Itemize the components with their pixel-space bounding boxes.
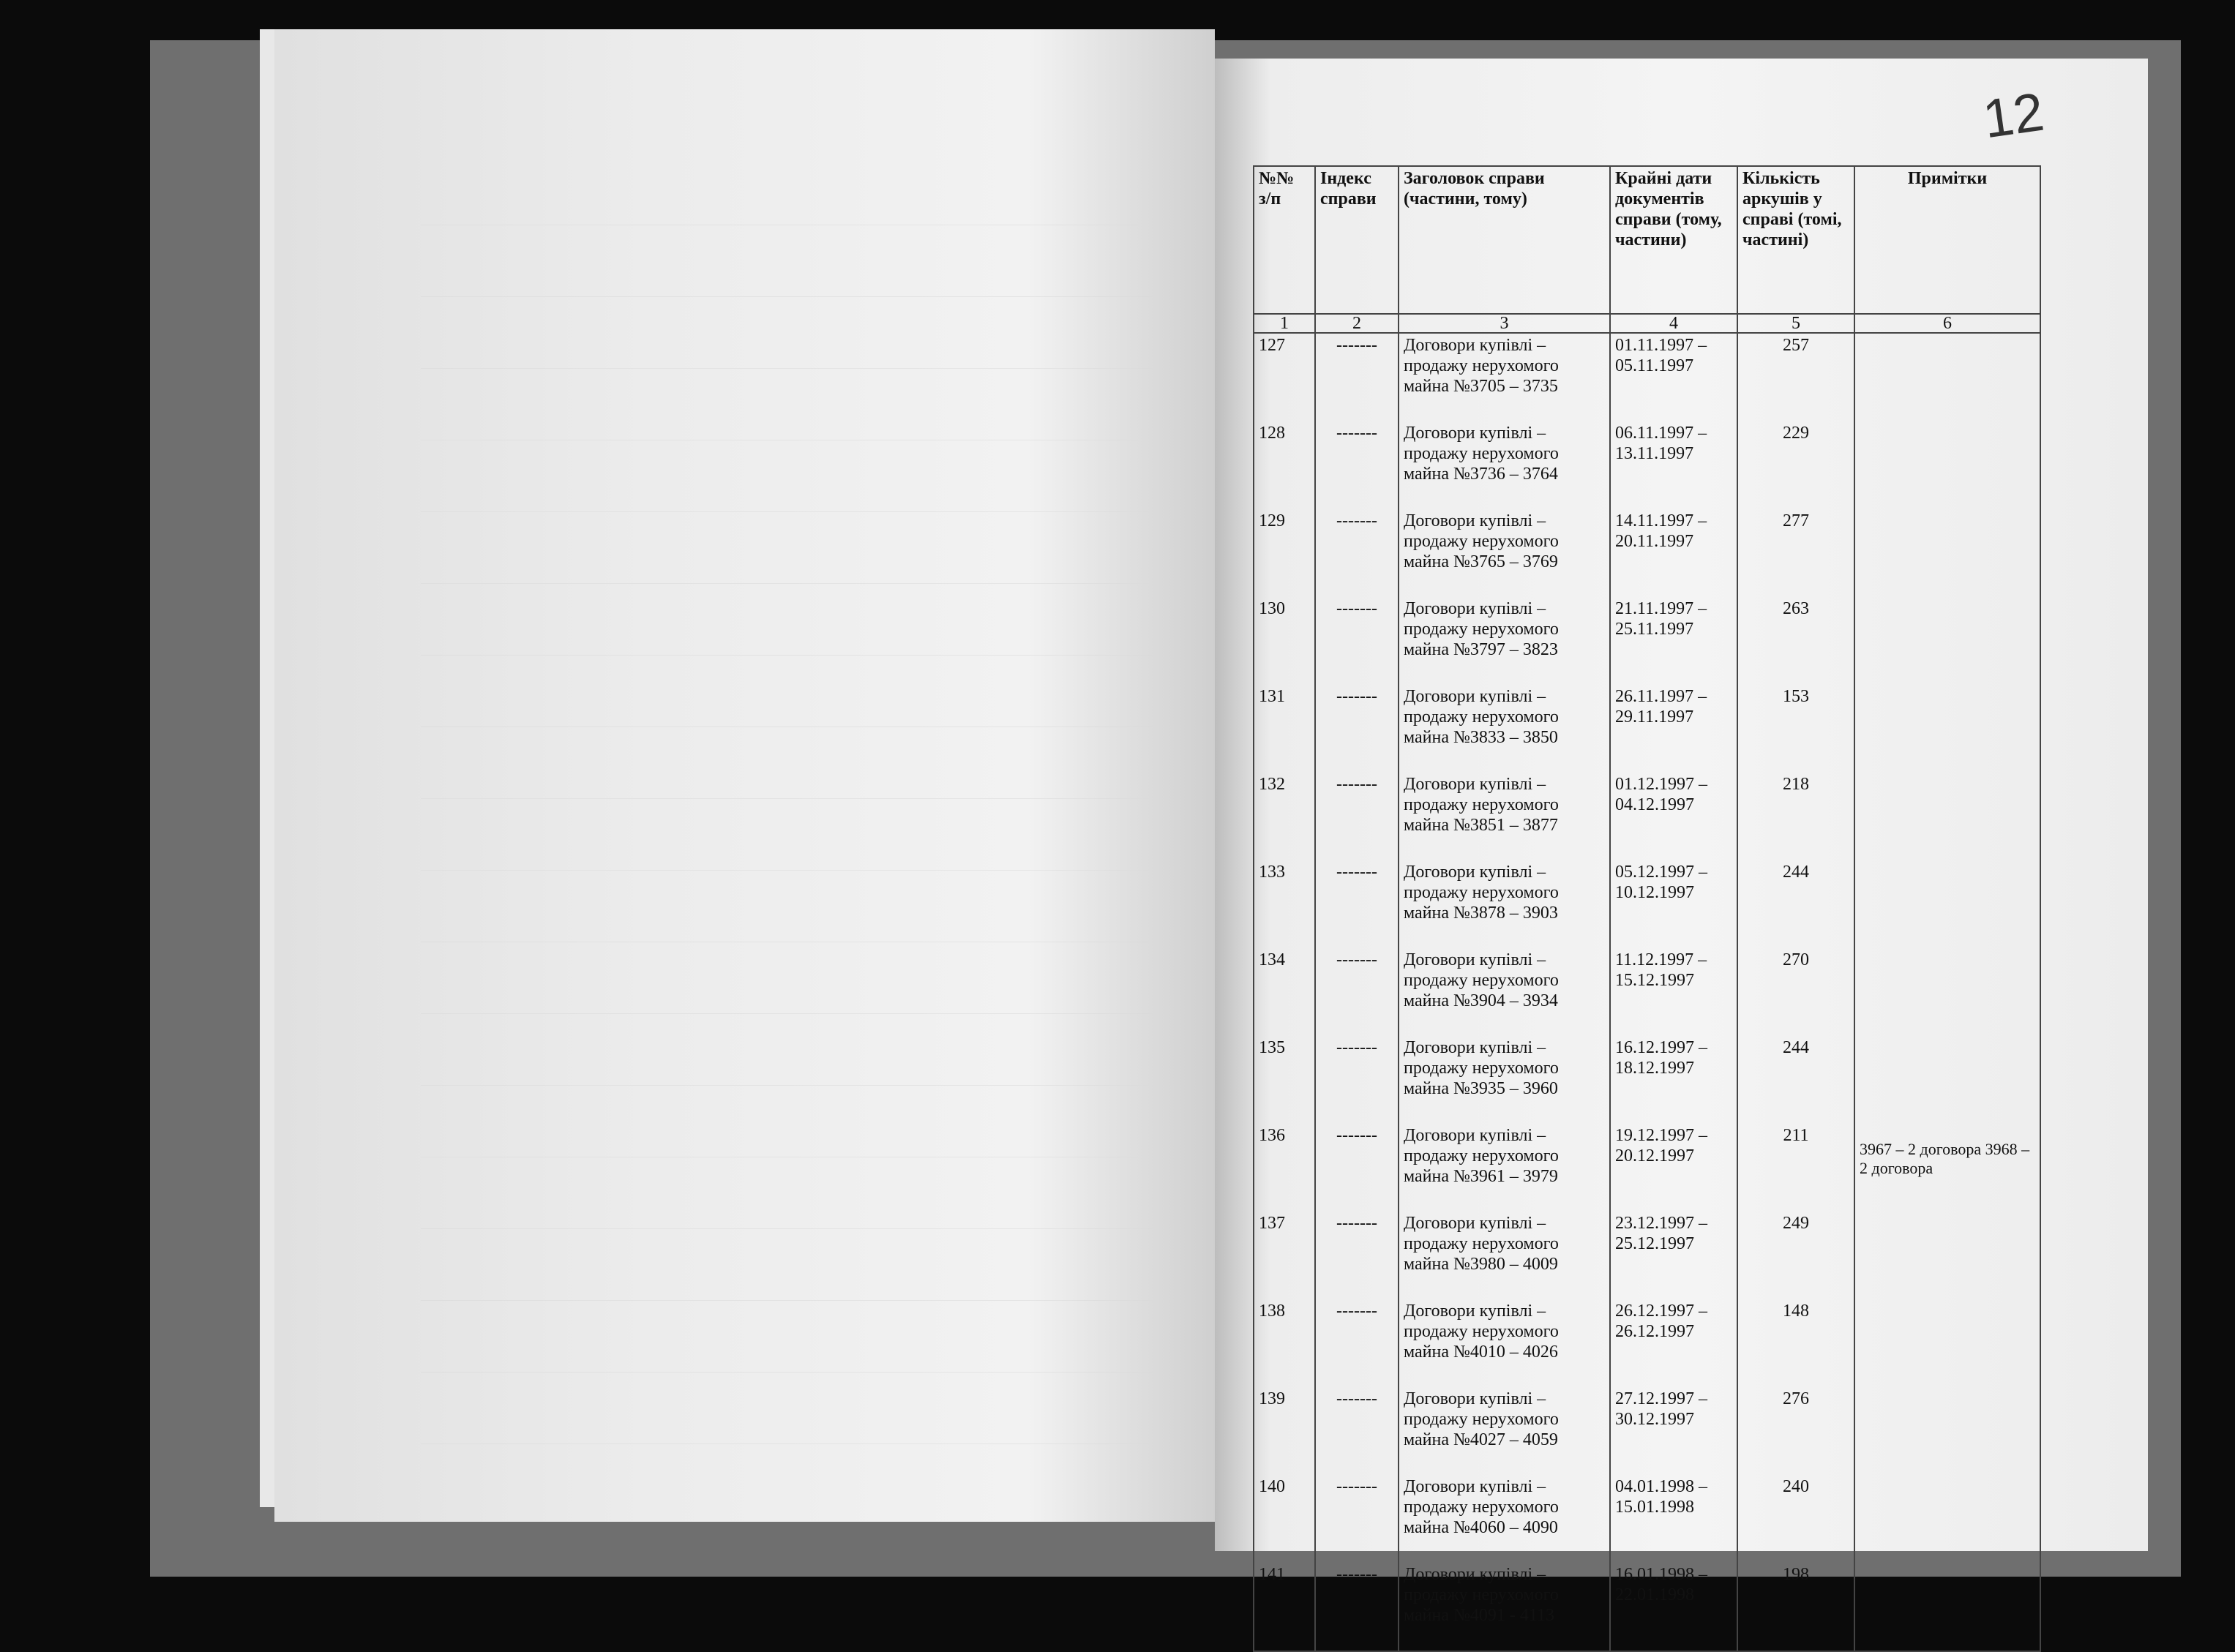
row-sheet-count: 244 [1737, 860, 1854, 948]
column-number-row [1254, 314, 2040, 333]
row-title: Договори купівлі – продажу нерухомого майна №3904 – 3934 [1399, 948, 1610, 1036]
table-row [1254, 1563, 2040, 1651]
ghost-line [421, 297, 1153, 369]
table-row [1254, 333, 2040, 421]
row-note [1854, 773, 2040, 860]
row-number: 130 [1254, 597, 1315, 685]
row-sheet-count: 153 [1737, 685, 1854, 773]
table-row [1254, 1124, 2040, 1212]
row-index: ------- [1315, 333, 1399, 421]
row-sheet-count: 240 [1737, 1475, 1854, 1563]
row-dates: 05.12.1997 – 10.12.1997 [1610, 860, 1737, 948]
row-number: 137 [1254, 1212, 1315, 1299]
ghost-line [421, 1086, 1153, 1157]
column-number: 2 [1315, 314, 1399, 333]
row-index: ------- [1315, 1124, 1399, 1212]
row-number: 128 [1254, 421, 1315, 509]
row-title: Договори купівлі – продажу нерухомого майна №3935 – 3960 [1399, 1036, 1610, 1124]
ghost-line [421, 154, 1153, 225]
row-dates: 21.11.1997 – 25.11.1997 [1610, 597, 1737, 685]
ghost-line [421, 584, 1153, 656]
row-title: Договори купівлі – продажу нерухомого майна №3736 – 3764 [1399, 421, 1610, 509]
column-number: 4 [1610, 314, 1737, 333]
row-number: 138 [1254, 1299, 1315, 1387]
row-dates: 01.11.1997 – 05.11.1997 [1610, 333, 1737, 421]
row-index: ------- [1315, 421, 1399, 509]
row-number: 135 [1254, 1036, 1315, 1124]
row-title: Договори купівлі – продажу нерухомого майна №4027 – 4059 [1399, 1387, 1610, 1475]
row-dates: 11.12.1997 – 15.12.1997 [1610, 948, 1737, 1036]
ghost-line [421, 942, 1153, 1014]
row-dates: 16.12.1997 – 18.12.1997 [1610, 1036, 1737, 1124]
ghost-line [421, 369, 1153, 440]
row-note [1854, 1036, 2040, 1124]
row-number: 133 [1254, 860, 1315, 948]
header-count: Кількість аркушів у справі (томі, частині) [1737, 166, 1854, 314]
row-sheet-count: 276 [1737, 1387, 1854, 1475]
row-sheet-count: 198 [1737, 1563, 1854, 1651]
row-dates: 27.12.1997 – 30.12.1997 [1610, 1387, 1737, 1475]
row-title: Договори купівлі – продажу нерухомого майна №3980 – 4009 [1399, 1212, 1610, 1299]
row-title: Договори купівлі – продажу нерухомого майна №3961 – 3979 [1399, 1124, 1610, 1212]
row-index: ------- [1315, 509, 1399, 597]
row-title: Договори купівлі – продажу нерухомого майна №4060 – 4090 [1399, 1475, 1610, 1563]
ghost-line [421, 512, 1153, 584]
left-page [274, 29, 1215, 1522]
ghost-line [421, 225, 1153, 297]
row-dates: 19.12.1997 – 20.12.1997 [1610, 1124, 1737, 1212]
handwritten-page-number: 12 [1979, 80, 2048, 150]
table-row [1254, 509, 2040, 597]
table-row [1254, 773, 2040, 860]
ghost-line [421, 1014, 1153, 1086]
ghost-line [421, 440, 1153, 512]
row-note [1854, 1387, 2040, 1475]
row-index: ------- [1315, 1387, 1399, 1475]
table-row [1254, 860, 2040, 948]
row-dates: 06.11.1997 – 13.11.1997 [1610, 421, 1737, 509]
header-dates: Крайні дати документів справи (тому, частини) [1610, 166, 1737, 314]
row-note [1854, 1563, 2040, 1651]
row-sheet-count: 277 [1737, 509, 1854, 597]
row-index: ------- [1315, 860, 1399, 948]
row-note: 3967 – 2 договора 3968 – 2 договора [1854, 1124, 2040, 1212]
row-sheet-count: 249 [1737, 1212, 1854, 1299]
table-row [1254, 685, 2040, 773]
row-dates: 16.01.1998 – 22.01.1998 [1610, 1563, 1737, 1651]
row-dates: 26.11.1997 – 29.11.1997 [1610, 685, 1737, 773]
header-num: №№ з/п [1254, 166, 1315, 314]
row-title: Договори купівлі – продажу нерухомого майна №4091 - 4113 [1399, 1563, 1610, 1651]
row-dates: 23.12.1997 – 25.12.1997 [1610, 1212, 1737, 1299]
row-index: ------- [1315, 773, 1399, 860]
table-row [1254, 1036, 2040, 1124]
row-number: 127 [1254, 333, 1315, 421]
row-note [1854, 597, 2040, 685]
row-title: Договори купівлі – продажу нерухомого майна №3851 – 3877 [1399, 773, 1610, 860]
bleed-through-ghost [421, 154, 1153, 1507]
row-index: ------- [1315, 1563, 1399, 1651]
column-number: 1 [1254, 314, 1315, 333]
row-sheet-count: 211 [1737, 1124, 1854, 1212]
row-number: 140 [1254, 1475, 1315, 1563]
row-note [1854, 860, 2040, 948]
row-number: 139 [1254, 1387, 1315, 1475]
table-row [1254, 1212, 2040, 1299]
row-title: Договори купівлі – продажу нерухомого майна №3878 – 3903 [1399, 860, 1610, 948]
row-number: 131 [1254, 685, 1315, 773]
row-title: Договори купівлі – продажу нерухомого майна №3833 – 3850 [1399, 685, 1610, 773]
row-index: ------- [1315, 1212, 1399, 1299]
ghost-line [421, 799, 1153, 871]
column-number: 5 [1737, 314, 1854, 333]
ghost-line [421, 1301, 1153, 1373]
ghost-line [421, 1373, 1153, 1444]
row-number: 141 [1254, 1563, 1315, 1651]
table-row [1254, 597, 2040, 685]
row-note [1854, 1475, 2040, 1563]
header-row [1254, 166, 2040, 314]
table-row [1254, 1387, 2040, 1475]
ghost-line [421, 871, 1153, 942]
table-row [1254, 421, 2040, 509]
row-index: ------- [1315, 948, 1399, 1036]
ghost-line [421, 1229, 1153, 1301]
row-number: 136 [1254, 1124, 1315, 1212]
row-sheet-count: 148 [1737, 1299, 1854, 1387]
row-title: Договори купівлі – продажу нерухомого майна №4010 – 4026 [1399, 1299, 1610, 1387]
row-note [1854, 685, 2040, 773]
table-row [1254, 948, 2040, 1036]
row-title: Договори купівлі – продажу нерухомого майна №3765 – 3769 [1399, 509, 1610, 597]
row-index: ------- [1315, 685, 1399, 773]
row-note [1854, 421, 2040, 509]
row-sheet-count: 218 [1737, 773, 1854, 860]
header-title: Заголовок справи (частини, тому) [1399, 166, 1610, 314]
table-row [1254, 1299, 2040, 1387]
row-sheet-count: 244 [1737, 1036, 1854, 1124]
row-number: 132 [1254, 773, 1315, 860]
register-body [1254, 333, 2040, 1651]
row-sheet-count: 263 [1737, 597, 1854, 685]
row-note [1854, 948, 2040, 1036]
row-sheet-count: 257 [1737, 333, 1854, 421]
row-dates: 26.12.1997 – 26.12.1997 [1610, 1299, 1737, 1387]
row-note [1854, 333, 2040, 421]
row-title: Договори купівлі – продажу нерухомого майна №3705 – 3735 [1399, 333, 1610, 421]
ghost-line [421, 1157, 1153, 1229]
row-number: 134 [1254, 948, 1315, 1036]
row-index: ------- [1315, 1475, 1399, 1563]
row-dates: 14.11.1997 – 20.11.1997 [1610, 509, 1737, 597]
row-sheet-count: 229 [1737, 421, 1854, 509]
column-number: 6 [1854, 314, 2040, 333]
row-note [1854, 509, 2040, 597]
header-notes: Примітки [1854, 166, 2040, 314]
column-number: 3 [1399, 314, 1610, 333]
row-dates: 04.01.1998 – 15.01.1998 [1610, 1475, 1737, 1563]
row-index: ------- [1315, 1299, 1399, 1387]
ghost-line [421, 727, 1153, 799]
row-note [1854, 1212, 2040, 1299]
row-title: Договори купівлі – продажу нерухомого майна №3797 – 3823 [1399, 597, 1610, 685]
row-index: ------- [1315, 1036, 1399, 1124]
row-index: ------- [1315, 597, 1399, 685]
row-dates: 01.12.1997 – 04.12.1997 [1610, 773, 1737, 860]
row-note [1854, 1299, 2040, 1387]
row-sheet-count: 270 [1737, 948, 1854, 1036]
header-index: Індекс справи [1315, 166, 1399, 314]
row-number: 129 [1254, 509, 1315, 597]
ghost-line [421, 656, 1153, 727]
table-row [1254, 1475, 2040, 1563]
register-table [1253, 165, 2041, 1652]
